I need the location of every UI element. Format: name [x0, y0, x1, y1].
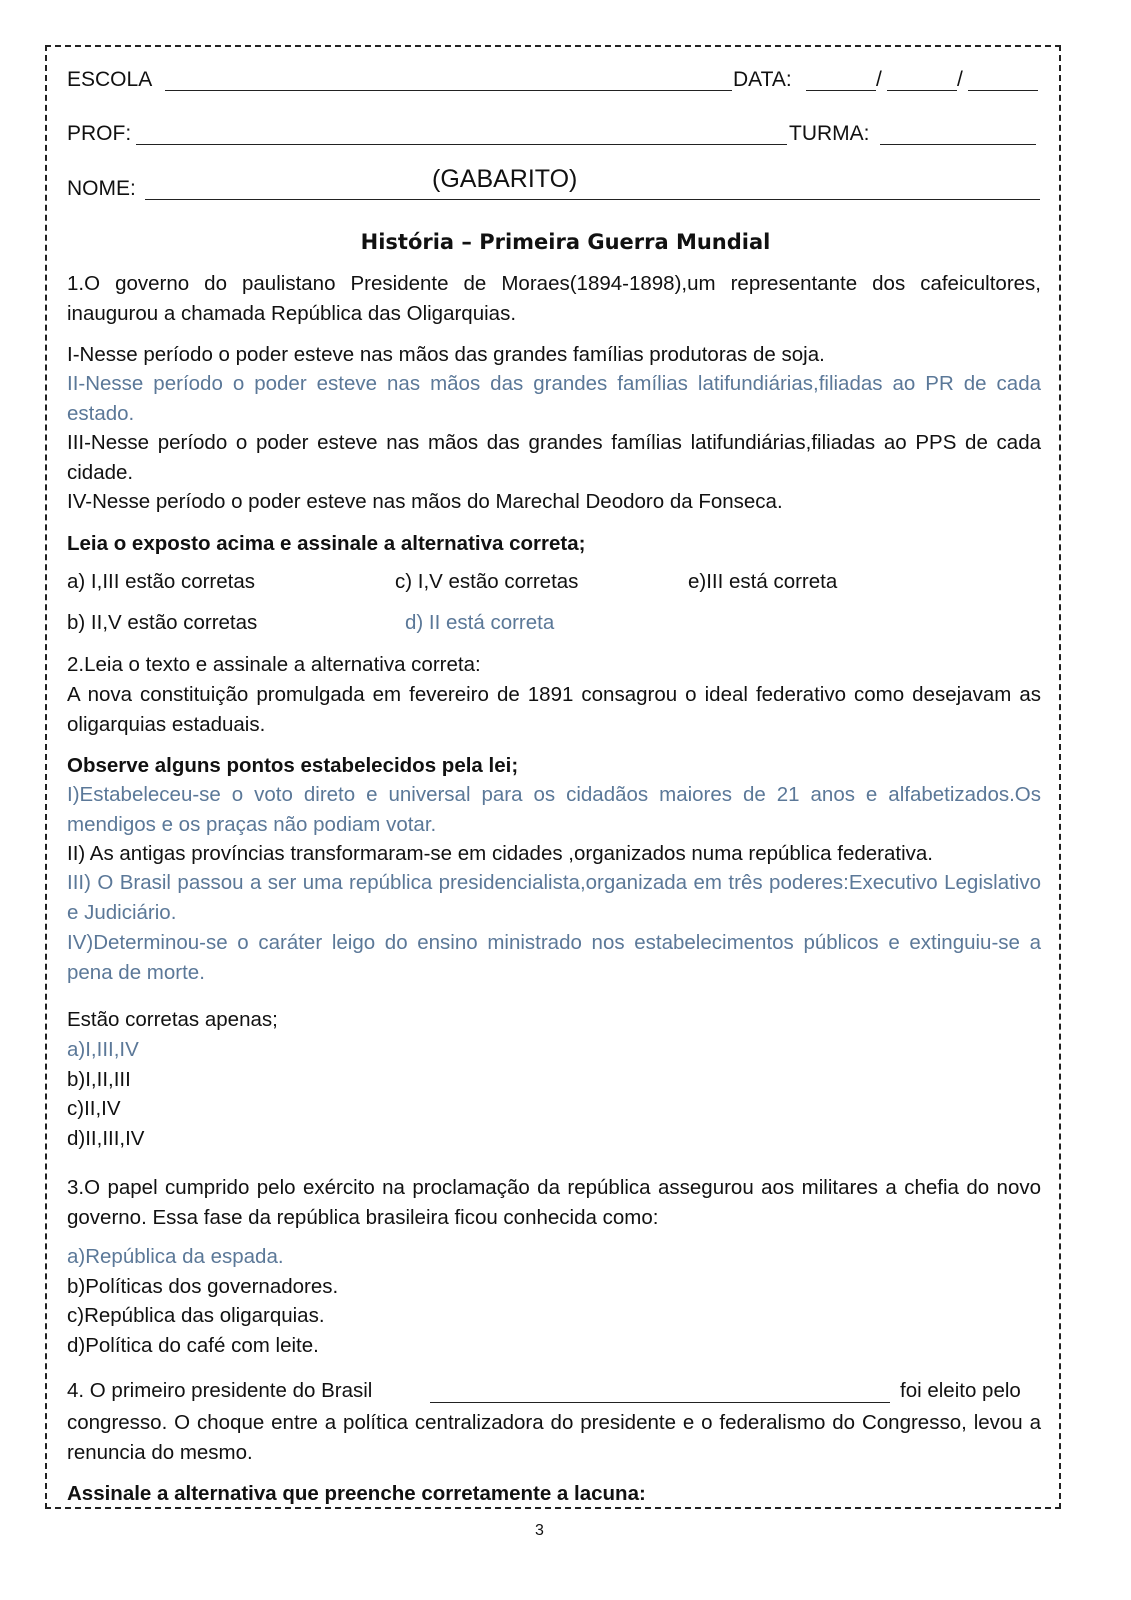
q3-intro: 3.O papel cumprido pelo exército na proclamação da república assegurou aos militares a chefia do novo governo. Essa fase da república brasileira ficou conhecida como: [67, 1176, 1041, 1229]
q1-statement: IV-Nesse período o poder esteve nas mãos do Marechal Deodoro da Fonseca. [67, 490, 783, 513]
q2-text: A nova constituição promulgada em fevereiro de 1891 consagrou o ideal federativo como desejavam as oligarquias estaduais. [67, 683, 1041, 736]
name-field[interactable] [145, 199, 1040, 200]
q1-instruction: Leia o exposto acima e assinale a alternativa correta; [67, 532, 586, 555]
q2-instruction: Observe alguns pontos estabelecidos pela lei; [67, 754, 519, 777]
q2-option-b[interactable]: b)I,II,III [67, 1068, 131, 1091]
page-title: História – Primeira Guerra Mundial [360, 230, 771, 254]
date-month-field[interactable] [887, 90, 957, 91]
page-number: 3 [535, 1522, 544, 1539]
school-field[interactable] [165, 90, 732, 91]
q2-prompt: Estão corretas apenas; [67, 1008, 278, 1031]
date-separator: / [876, 68, 882, 91]
class-label: TURMA: [789, 122, 870, 145]
q2-statement-correct: III) O Brasil passou a ser uma república presidencialista,organizada em três poderes:Executivo Legislativo e Judiciário. [67, 871, 1041, 924]
q3-option-c[interactable]: c)República das oligarquias. [67, 1304, 325, 1327]
q2-statement-correct: I)Estabeleceu-se o voto direto e universal para os cidadãos maiores de 21 anos e alfabetizados.Os mendigos e os praças não podiam votar. [67, 783, 1041, 836]
q4-intro-start: 4. O primeiro presidente do Brasil [67, 1379, 373, 1402]
q3-option-d[interactable]: d)Política do café com leite. [67, 1334, 319, 1357]
prof-label: PROF: [67, 122, 132, 145]
date-year-field[interactable] [968, 90, 1038, 91]
q1-option-c[interactable]: c) I,V estão corretas [395, 570, 579, 593]
q4-intro-end: foi eleito pelo [900, 1379, 1021, 1402]
q1-intro: 1.O governo do paulistano Presidente de Moraes(1894-1898),um representante dos cafeicultores, inaugurou a chamada República das Oligarquias. [67, 272, 1041, 325]
date-separator: / [957, 68, 963, 91]
q3-option-b[interactable]: b)Políticas dos governadores. [67, 1275, 339, 1298]
school-label: ESCOLA [67, 68, 153, 91]
q2-option-c[interactable]: c)II,IV [67, 1097, 121, 1120]
name-label: NOME: [67, 177, 136, 200]
q1-option-e[interactable]: e)III está correta [688, 570, 838, 593]
q2-option-a-correct[interactable]: a)I,III,IV [67, 1038, 139, 1061]
q3-option-a-correct[interactable]: a)República da espada. [67, 1245, 284, 1268]
class-field[interactable] [880, 144, 1036, 145]
q1-option-b[interactable]: b) II,V estão corretas [67, 611, 258, 634]
date-label: DATA: [733, 68, 792, 91]
q2-statement: II) As antigas províncias transformaram-se em cidades ,organizados numa república federativa. [67, 842, 933, 865]
q4-instruction: Assinale a alternativa que preenche corretamente a lacuna: [67, 1482, 646, 1505]
q4-blank-field[interactable] [430, 1402, 890, 1403]
q1-option-a[interactable]: a) I,III estão corretas [67, 570, 255, 593]
q4-text: congresso. O choque entre a política centralizadora do presidente e o federalismo do Congresso, levou a renuncia do mesmo. [67, 1411, 1041, 1464]
date-day-field[interactable] [806, 90, 876, 91]
q2-option-d[interactable]: d)II,III,IV [67, 1127, 145, 1150]
prof-field[interactable] [136, 144, 787, 145]
q2-statement-correct: IV)Determinou-se o caráter leigo do ensino ministrado nos estabelecimentos públicos e extinguiu-se a pena de morte. [67, 931, 1041, 984]
q2-intro: 2.Leia o texto e assinale a alternativa correta: [67, 653, 481, 676]
q1-statement: III-Nesse período o poder esteve nas mãos das grandes famílias latifundiárias,filiadas ao PPS de cada cidade. [67, 431, 1041, 484]
q1-option-d-correct[interactable]: d) II está correta [405, 611, 555, 634]
q1-statement-correct: II-Nesse período o poder esteve nas mãos das grandes famílias latifundiárias,filiadas ao PR de cada estado. [67, 372, 1041, 425]
q1-statement: I-Nesse período o poder esteve nas mãos das grandes famílias produtoras de soja. [67, 343, 825, 366]
answer-key-label: (GABARITO) [432, 165, 578, 193]
